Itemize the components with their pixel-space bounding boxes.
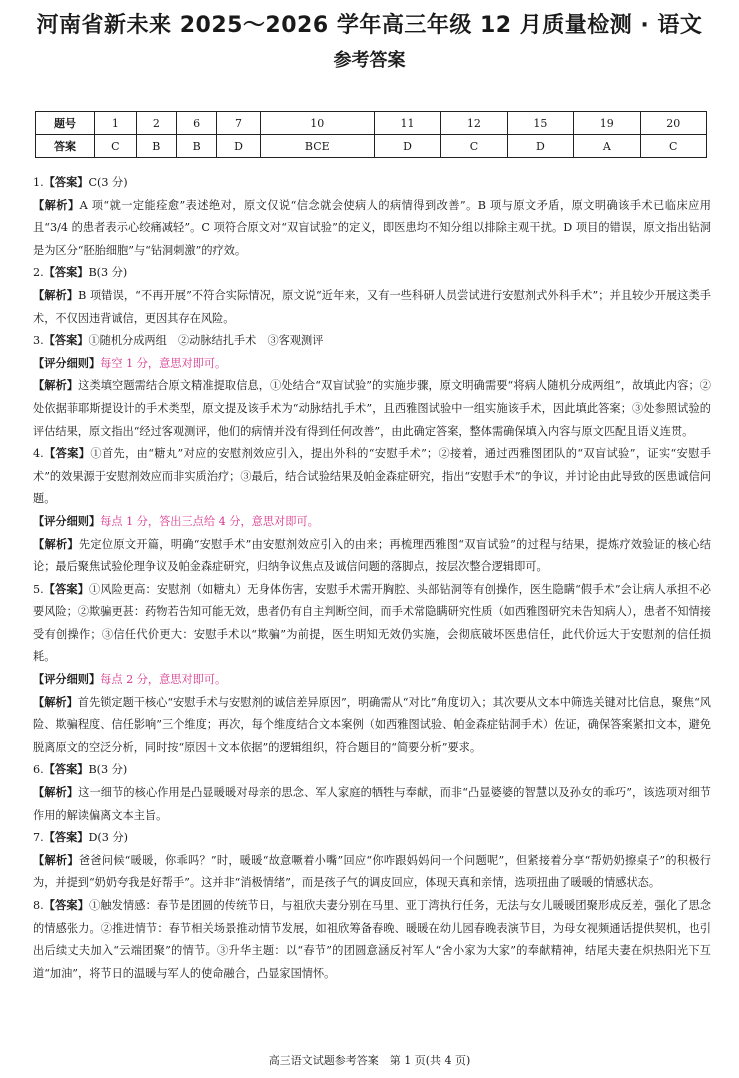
q8-answer: 8.【答案】①触发情感：春节是团圆的传统节日，与祖欣夫妻分别在马里、亚丁湾执行任务，无法与女儿暖暖团聚形成反差，强化了思念的情感张力。②推进情节：春节相关场景推动情节发展，如祖欣筹备春晚、暖暖在幼儿园春晚表演节目，为母女视频通话提供契机，也引出后续丈夫加入“云端团聚”的情节。③升华主题：以“春节”的团圆意涵反衬军人“舍小家为大家”的奉献精神，结尾夫妻在炽热阳光下互道“加油”，将节日的温暖与军人的使命融合，凸显家国情怀。 [33,899,711,980]
table-cell: C [95,135,137,158]
answer-label: 【答案】 [43,447,91,461]
answer-label: 【答案】 [43,831,89,845]
answer-content [33,172,711,985]
rubric-label: 【评分细则】 [33,673,101,687]
table-cell: 12 [441,112,507,135]
q5-rubric: 【评分细则】每点 2 分，意思对即可。 [33,673,227,687]
table-cell: C [441,135,507,158]
table-cell: 7 [217,112,261,135]
rubric-label: 【评分细则】 [33,514,101,528]
analysis-label: 【解析】 [33,786,79,800]
table-cell: B [176,135,216,158]
q1-answer: 1.【答案】C(3 分) [33,176,128,189]
answer-label: 【答案】 [43,266,89,280]
table-cell: 1 [95,112,137,135]
analysis-label: 【解析】 [33,288,79,302]
table-cell: 10 [260,112,374,135]
table-row-label: 答案 [36,135,95,158]
q7-analysis: 【解析】爸爸问候“暖暖，你乖吗？”时，暖暖“故意噘着小嘴”回应“你咋跟妈妈问一个问题呢”，但紧接着分享“帮奶奶擦桌子”的积极行为，并提到“奶奶夸我是好帮手”。这并非“消极情绪”，而是孩子气的调皮回应，体现天真和亲情，选项扭曲了暖暖的情感状态。 [33,853,711,890]
analysis-label: 【解析】 [33,695,78,709]
q3-analysis: 【解析】这类填空题需结合原文精准提取信息，①处结合“双盲试验”的实施步骤，原文明确需要“将病人随机分成两组”，故填此内容；②处依据菲耶斯提设计的手术类型，原文提及该手术为“动脉结扎手术”，且西雅图试验中一组实施该手术，因此填此答案；③处参照试验的评估结果，原文指出“经过客观测评，他们的病情并没有得到任何改善”，由此确定答案，整体需确保填入内容与原文匹配且语义连贯。 [33,379,711,438]
table-cell: C [640,135,706,158]
table-cell: D [217,135,261,158]
table-cell: 20 [640,112,706,135]
answer-label: 【答案】 [43,176,89,189]
page-subtitle: 参考答案 [333,50,406,71]
table-cell: D [374,135,440,158]
q3-rubric: 【评分细则】每空 1 分，意思对即可。 [33,356,227,370]
table-row-label: 题号 [36,112,95,135]
q2-analysis: 【解析】B 项错误，“不再开展”不符合实际情况，原文说“近年来，又有一些科研人员尝试进行安慰剂式外科手术”；并且较少开展这类手术，不仅因违背诚信，更因其存在风险。 [33,288,711,325]
q5-answer: 5.【答案】①风险更高：安慰剂（如糖丸）无身体伤害，安慰手术需开胸腔、头部钻洞等有创操作，医生隐瞒“假手术”会让病人承担不必要风险；②欺骗更甚：药物若告知可能无效，患者仍有自主判断空间，而手术常隐瞒研究性质（如西雅图研究未告知病人），患者不知情接受有创操作；③信任代价更大：安慰手术以“欺骗”为前提，医生明知无效仍实施，会彻底破坏医患信任，此代价远大于安慰剂的信任损耗。 [33,582,711,664]
answer-table [35,111,707,158]
table-cell: 11 [374,112,440,135]
analysis-label: 【解析】 [33,853,79,867]
q4-answer: 4.【答案】①首先，由“糖丸”对应的安慰剂效应引入，提出外科的“安慰手术”；②接着，通过西雅图团队的“双盲试验”，证实“安慰手术”的效果源于安慰剂效应而非实质治疗；③最后，结合试验结果及帕金森症研究，指出“安慰手术”的争议，并讨论由此导致的医患诚信问题。 [33,447,711,506]
analysis-label: 【解析】 [33,198,80,212]
analysis-label: 【解析】 [33,537,79,551]
answer-row [36,135,707,158]
table-cell: B [136,135,176,158]
table-cell: 15 [507,112,573,135]
q6-analysis: 【解析】这一细节的核心作用是凸显暖暖对母亲的思念、军人家庭的牺牲与奉献，而非“凸显婆婆的智慧以及孙女的乖巧”，该选项对细节作用的解读偏离文本主旨。 [33,786,711,822]
q6-answer: 6.【答案】B(3 分) [33,763,128,777]
q4-analysis: 【解析】先定位原文开篇，明确“安慰手术”由安慰剂效应引入的由来；再梳理西雅图“双盲试验”的过程与结果，提炼疗效验证的核心结论；最后聚焦试验伦理争议及帕金森症研究，归纳争议焦点及诚信问题的落脚点，按层次整合逻辑即可。 [33,537,711,574]
answer-label: 【答案】 [43,582,90,596]
q5-analysis: 【解析】首先锁定题干核心“安慰手术与安慰剂的诚信差异原因”，明确需从“对比”角度切入；其次要从文本中筛选关键对比信息，聚焦“风险、欺骗程度、信任影响”三个维度；再次，每个维度结合文本案例（如西雅图试验、帕金森症钻洞手术）佐证，确保答案紧扣文本，避免脱离原文的空泛分析，同时按“原因＋文本依据”的逻辑组织，符合题目的“简要分析”要求。 [33,695,711,754]
analysis-label: 【解析】 [33,379,79,393]
table-cell: BCE [260,135,374,158]
q2-answer: 2.【答案】B(3 分) [33,266,128,280]
q1-analysis: 【解析】A 项“就一定能痊愈”表述绝对，原文仅说“信念就会使病人的病情得到改善”。B 项与原文矛盾，原文明确该手术已临床应用且“3/4 的患者表示心绞痛减轻”。C 项符合原文对“双盲试验”的定义，即医患均不知分组以排除主观干扰。D 项目的错误，原文指出钻洞是为区分“胚胎细胞”与“钻洞刺激”的疗效。 [33,198,711,257]
table-cell: A [574,135,640,158]
answer-label: 【答案】 [43,334,89,348]
table-cell: 6 [176,112,216,135]
answer-label: 【答案】 [43,763,89,777]
rubric-label: 【评分细则】 [33,356,101,370]
table-cell: 19 [574,112,640,135]
q3-answer: 3.【答案】①随机分成两组 ②动脉结扎手术 ③客观测评 [33,334,324,348]
table-cell: D [507,135,573,158]
question-number-row [36,112,707,135]
q7-answer: 7.【答案】D(3 分) [33,831,129,845]
answer-label: 【答案】 [43,899,90,912]
q4-rubric: 【评分细则】每点 1 分，答出三点给 4 分，意思对即可。 [33,514,319,528]
table-cell: 2 [136,112,176,135]
exam-title: 河南省新未来 2025～2026 学年高三年级 12 月质量检测 · 语文 [36,13,703,38]
page-footer: 高三语文试题参考答案 第 1 页(共 4 页) [268,1054,471,1067]
